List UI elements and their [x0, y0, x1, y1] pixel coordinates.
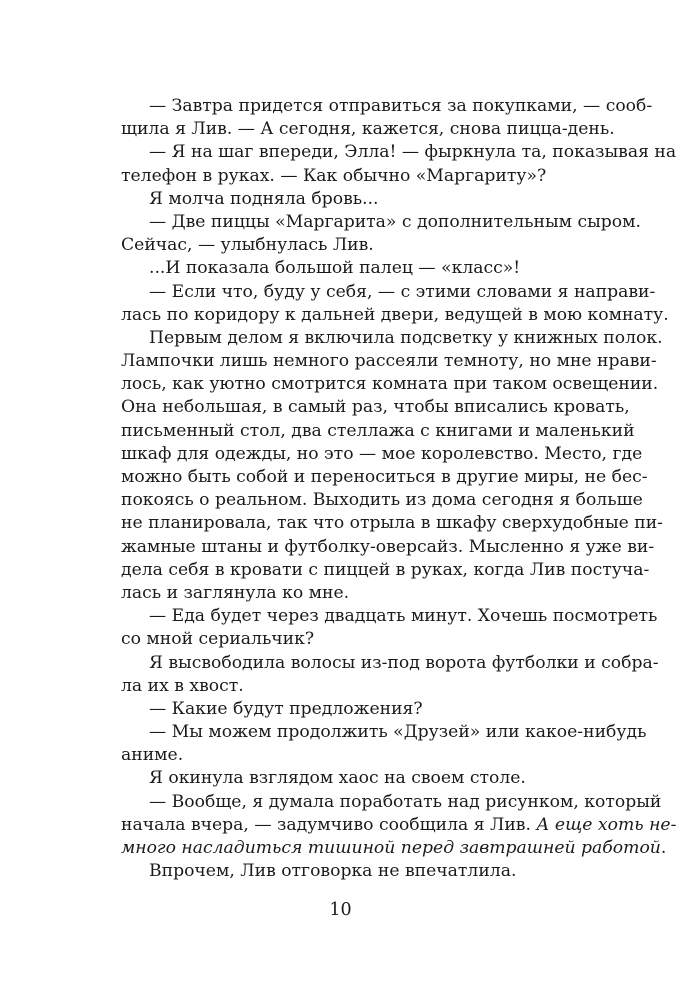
text-line: [121, 211, 641, 234]
text-segment: А еще хоть не-: [536, 814, 677, 835]
text-segment: лась по коридору к дальней двери, ведущей в мою комнату.: [121, 304, 669, 325]
text-segment: Сейчас, — улыбнулась Лив.: [121, 235, 374, 256]
text-segment: не планировала, так что отрыла в шкафу сверхудобные пи-: [121, 513, 663, 534]
text-segment: — Завтра придется отправиться за покупками, — сооб-: [149, 96, 653, 116]
text-segment: письменный стол, два стеллажа с книгами и маленький: [121, 420, 635, 441]
text-segment: со мной сериальчик?: [121, 629, 315, 650]
text-line: [121, 605, 658, 628]
body-text: [121, 95, 677, 883]
text-segment: Она небольшая, в самый раз, чтобы вписались кровать,: [121, 397, 630, 418]
text-line: [121, 860, 591, 883]
text-line: [121, 141, 677, 164]
text-segment: Я окинула взглядом хаос на своем столе.: [149, 768, 526, 789]
text-line: [121, 373, 659, 396]
text-segment: .: [660, 838, 667, 858]
text-segment: шкаф для одежды, но это — мое королевство. Место, где: [121, 443, 643, 464]
text-line: [121, 512, 663, 535]
text-line: [121, 489, 643, 512]
text-segment: Впрочем, Лив отговорка не впечатлила.: [149, 861, 517, 882]
text-segment: — Мы можем продолжить «Друзей» или какое-нибудь: [149, 722, 647, 743]
text-segment: жамные штаны и футболку-оверсайз. Мысленно я уже ви-: [121, 536, 655, 557]
text-segment: лась и заглянула ко мне.: [121, 582, 350, 603]
text-segment: — Вообще, я думала поработать над рисунком, который: [149, 791, 662, 812]
text-line: [121, 165, 591, 188]
text-line: [121, 257, 591, 280]
text-segment: щила я Лив. — А сегодня, кажется, снова пицца-день.: [121, 119, 615, 140]
text-line: [121, 652, 659, 675]
text-line: [121, 396, 630, 419]
text-line: [121, 536, 655, 559]
text-segment: — Я на шаг впереди, Элла! — фыркнула та, показывая на: [149, 142, 677, 163]
text-line: [121, 814, 677, 837]
text-line: [121, 721, 647, 744]
text-line: [121, 281, 656, 304]
text-line: [121, 628, 591, 651]
text-line: [121, 304, 669, 327]
text-line: [121, 420, 635, 443]
text-line: [121, 675, 591, 698]
text-line: [121, 559, 650, 582]
text-segment: можно быть собой и переноситься в другие миры, не бес-: [121, 467, 648, 487]
text-line: [121, 234, 591, 257]
text-segment: лось, как уютно смотрится комната при таком освещении.: [121, 374, 659, 395]
text-segment: много насладиться тишиной перед завтрашней работой: [121, 838, 661, 858]
text-line: [121, 582, 591, 605]
text-segment: аниме.: [121, 745, 184, 766]
text-line: [121, 744, 591, 767]
text-segment: Лампочки лишь немного рассеяли темноту, но мне нрави-: [121, 351, 657, 372]
text-segment: начала вчера, — задумчиво сообщила я Лив.: [121, 814, 537, 835]
text-line: [121, 466, 648, 489]
text-segment: — Две пиццы «Маргарита» с дополнительным сыром.: [149, 211, 641, 232]
text-segment: Я высвободила волосы из-под ворота футболки и собра-: [149, 652, 659, 673]
text-line: [121, 767, 591, 790]
text-line: [121, 188, 591, 211]
text-line: [121, 791, 662, 814]
text-segment: ...И показала большой палец — «класс»!: [149, 258, 521, 279]
page-number: 10: [329, 900, 352, 920]
text-segment: ла их в хвост.: [121, 675, 244, 696]
text-segment: — Еда будет через двадцать минут. Хочешь посмотреть: [149, 606, 658, 627]
text-line: [121, 837, 667, 860]
text-segment: — Если что, буду у себя, — с этими словами я направи-: [149, 281, 656, 302]
text-line: [121, 443, 643, 466]
text-segment: Я молча подняла бровь...: [149, 188, 379, 209]
text-segment: — Какие будут предложения?: [149, 698, 423, 719]
text-segment: Первым делом я включила подсветку у книжных полок.: [149, 327, 663, 348]
text-line: [121, 698, 591, 721]
text-line: [121, 95, 653, 118]
text-line: [121, 350, 657, 373]
text-line: [121, 327, 663, 350]
text-segment: покоясь о реальном. Выходить из дома сегодня я больше: [121, 490, 643, 511]
text-segment: телефон в руках. — Как обычно «Маргариту»?: [121, 165, 547, 186]
text-line: [121, 118, 615, 141]
text-segment: дела себя в кровати с пиццей в руках, когда Лив постуча-: [121, 559, 650, 580]
